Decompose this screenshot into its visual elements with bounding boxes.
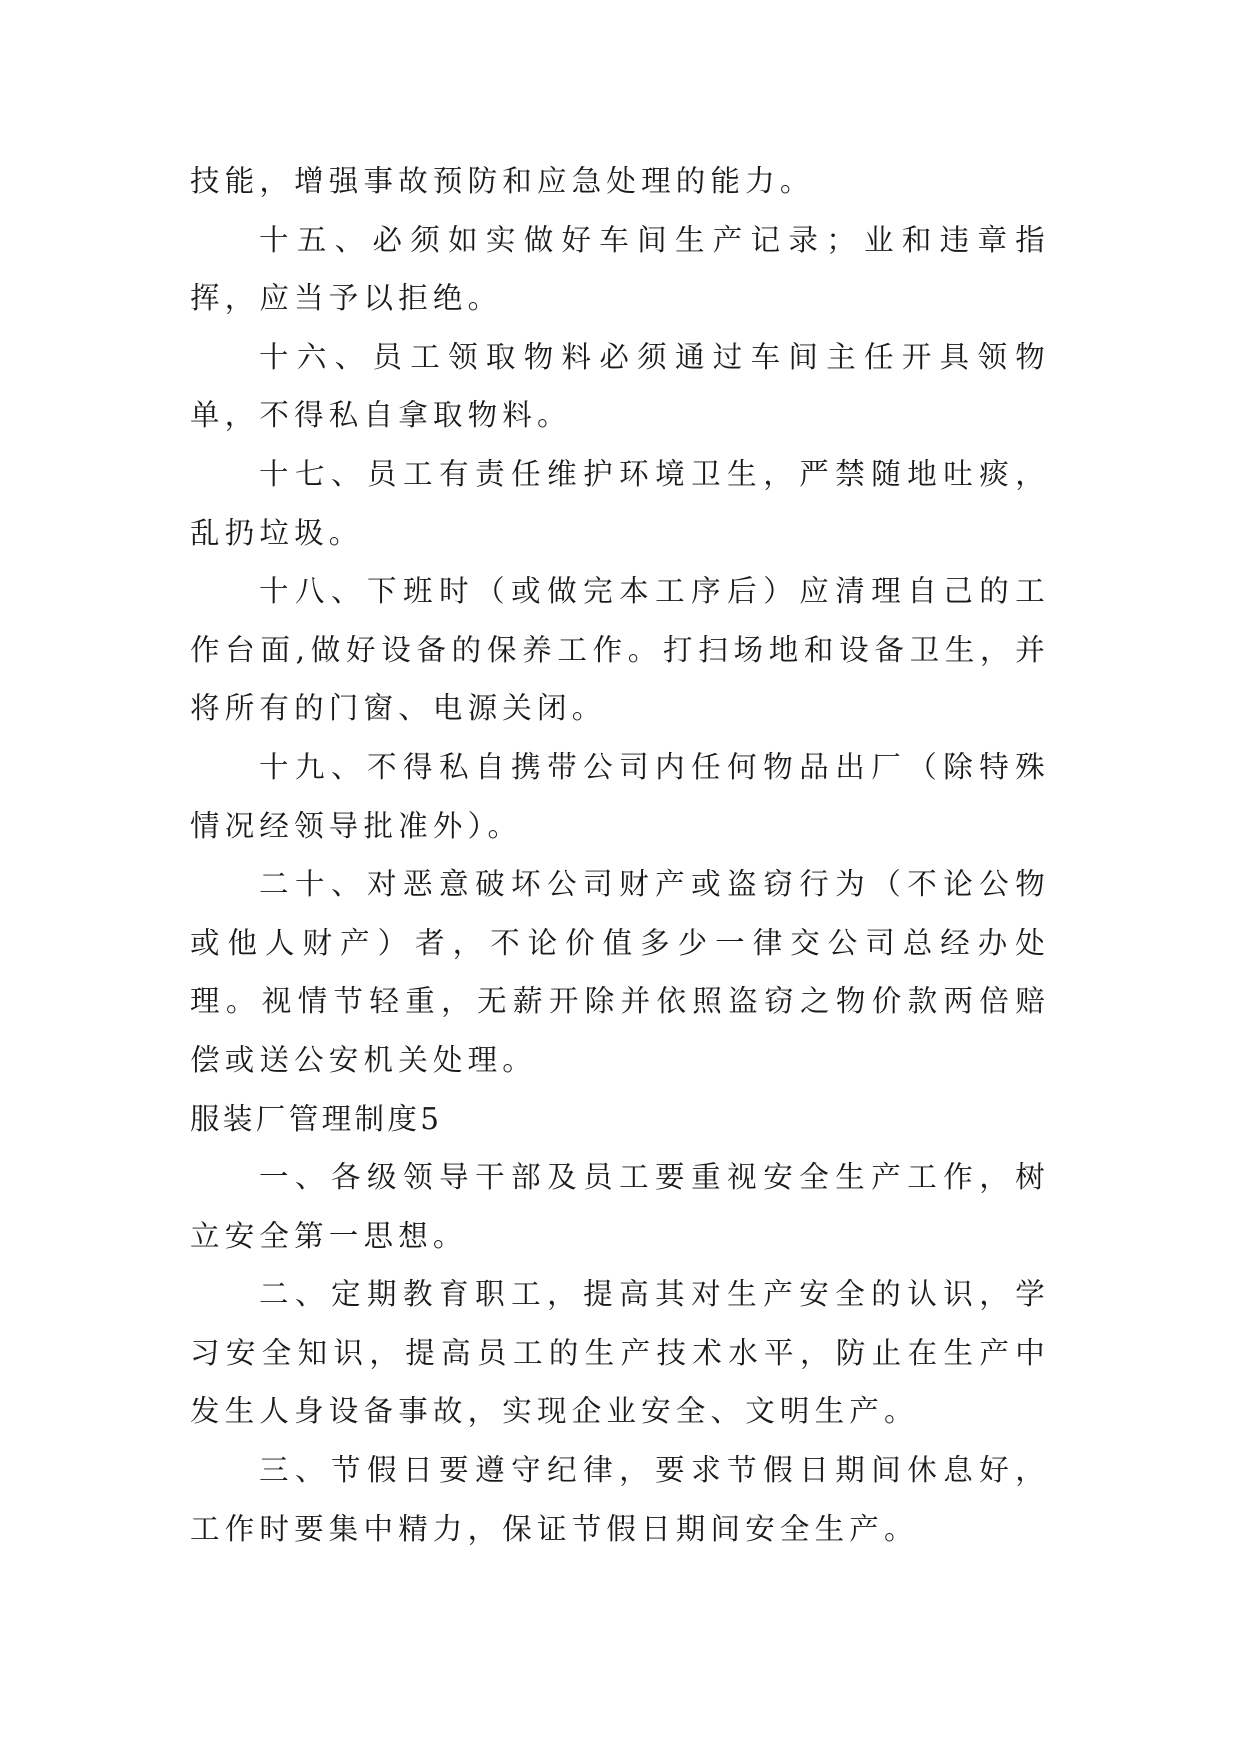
paragraph-rule-17: 十七、员工有责任维护环境卫生，严禁随地吐痰，乱扔垃圾。 [190, 456, 1050, 550]
paragraph-safety-2: 二、定期教育职工，提高其对生产安全的认识，学习安全知识，提高员工的生产技术水平，防止在生产中发生人身设备事故，实现企业安全、文明生产。 [190, 1277, 1050, 1429]
paragraph-safety-3: 三、节假日要遵守纪律，要求节假日期间休息好，工作时要集中精力，保证节假日期间安全生产。 [190, 1453, 1050, 1546]
paragraph-rule-18: 十八、下班时（或做完本工序后）应清理自己的工作台面,做好设备的保养工作。打扫场地和设备卫生，并将所有的门窗、电源关闭。 [190, 574, 1050, 726]
document-body [190, 152, 1050, 1558]
paragraph-rule-15: 十五、必须如实做好车间生产记录；业和违章指挥，应当予以拒绝。 [190, 222, 1050, 316]
paragraph-safety-1: 一、各级领导干部及员工要重视安全生产工作，树立安全第一思想。 [190, 1160, 1050, 1253]
section-heading: 服装厂管理制度5 [190, 1101, 443, 1136]
paragraph-rule-19: 十九、不得私自携带公司内任何物品出厂（除特殊情况经领导批准外）。 [190, 749, 1050, 843]
paragraph-continued: 技能，增强事故预防和应急处理的能力。 [190, 164, 815, 198]
paragraph-rule-20: 二十、对恶意破坏公司财产或盗窃行为（不论公物或他人财产）者，不论价值多少一律交公司总经办处理。视情节轻重，无薪开除并依照盗窃之物价款两倍赔偿或送公安机关处理。 [190, 867, 1050, 1077]
paragraph-rule-16: 十六、员工领取物料必须通过车间主任开具领物单，不得私自拿取物料。 [190, 339, 1050, 433]
